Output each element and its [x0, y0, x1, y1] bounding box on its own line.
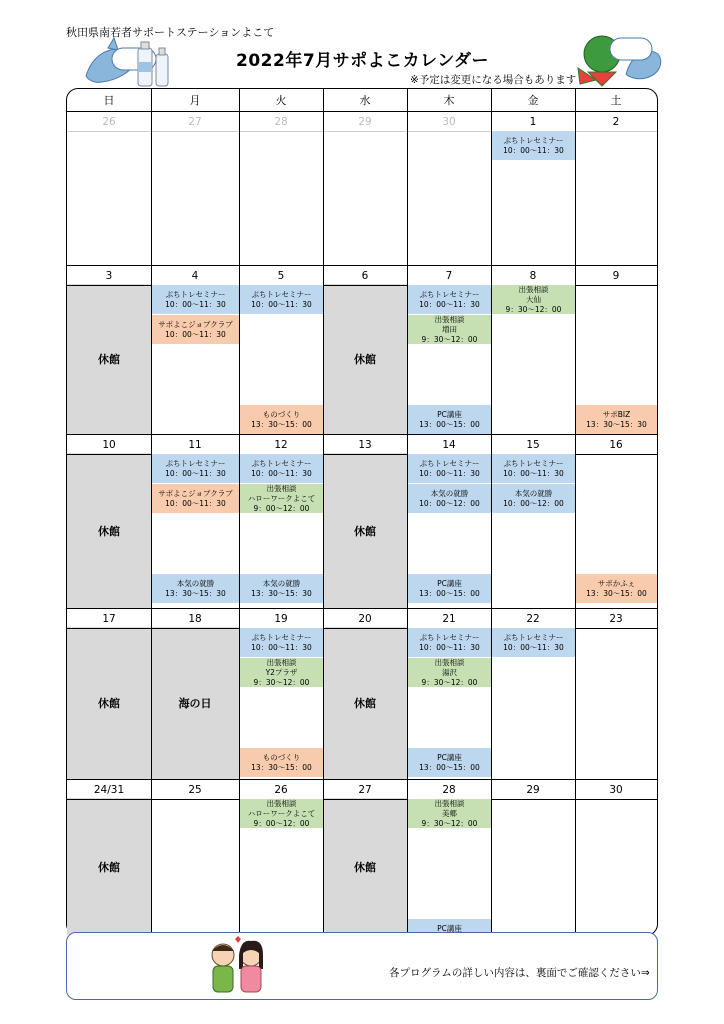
week-divider — [67, 434, 657, 435]
event-text: 出張相談 — [518, 284, 549, 294]
weekday-header: 金 — [527, 94, 539, 107]
event-text: 10：00～11：30 — [165, 299, 226, 309]
event-text: 美郷 — [442, 808, 457, 818]
day-number: 8 — [491, 265, 575, 286]
event-block[interactable] — [240, 658, 323, 687]
event-text: 13：00～15：00 — [419, 588, 480, 598]
day-number: 16 — [575, 434, 657, 455]
column-divider — [239, 89, 240, 935]
weekday-header: 木 — [443, 94, 455, 107]
closed-label: 休館 — [98, 860, 120, 874]
event-block[interactable] — [240, 574, 323, 603]
event-block[interactable] — [408, 574, 491, 603]
event-text: 13：00～15：00 — [419, 762, 480, 772]
event-block[interactable] — [152, 315, 239, 344]
column-divider — [151, 89, 152, 935]
event-text: 10：00～11：30 — [419, 642, 480, 652]
event-text: 湯沢 — [442, 667, 457, 677]
event-block[interactable] — [408, 405, 491, 434]
event-text: 本気の就勝 — [262, 578, 301, 588]
event-text: 大仙 — [526, 294, 541, 304]
closed-label: 休館 — [354, 697, 376, 710]
day-number: 21 — [407, 608, 491, 629]
event-block[interactable] — [408, 484, 491, 513]
column-divider — [575, 89, 576, 935]
event-text: 出張相談 — [434, 798, 465, 808]
calendar-grid — [66, 88, 658, 936]
event-text: 10：00～12：00 — [419, 498, 480, 508]
week-divider — [67, 779, 657, 780]
day-number: 7 — [407, 265, 491, 286]
event-text: ぷちトレセミナー — [251, 289, 312, 299]
day-number: 30 — [575, 779, 657, 800]
day-number: 5 — [239, 265, 323, 286]
day-number: 4 — [151, 265, 239, 286]
day-number: 14 — [407, 434, 491, 455]
event-text: ぷちトレセミナー — [419, 289, 480, 299]
event-text: 9：30～12：00 — [421, 818, 478, 828]
day-number: 9 — [575, 265, 657, 286]
event-text: PC講座 — [437, 409, 462, 419]
event-text: 本気の就勝 — [176, 578, 215, 588]
event-text: ものづくり — [262, 409, 301, 419]
event-text: 9：30～12：00 — [505, 304, 562, 314]
column-divider — [323, 89, 324, 935]
day-number: 1 — [491, 111, 575, 132]
day-number: 10 — [67, 434, 151, 455]
water-bottle-icon — [134, 38, 174, 88]
day-number: 3 — [67, 265, 151, 286]
event-block[interactable] — [240, 405, 323, 434]
event-text: サポよこジョブクラブ — [158, 488, 233, 498]
event-block[interactable] — [492, 628, 575, 657]
event-text: 出張相談 — [266, 657, 297, 667]
event-text: 本気の就勝 — [430, 488, 469, 498]
event-text: ものづくり — [262, 752, 301, 762]
closed-label: 休館 — [354, 353, 376, 366]
event-text: 10：00～11：30 — [165, 468, 226, 478]
event-text: 出張相談 — [266, 798, 297, 808]
event-block[interactable] — [152, 285, 239, 314]
event-block[interactable] — [240, 285, 323, 314]
day-number: 24/31 — [67, 779, 151, 800]
day-number: 15 — [491, 434, 575, 455]
day-number: 19 — [239, 608, 323, 629]
schedule-note: ※予定は変更になる場合もあります — [410, 74, 577, 86]
event-block[interactable] — [408, 285, 491, 314]
event-text: 9：00～12：00 — [253, 503, 310, 513]
event-block[interactable] — [240, 454, 323, 483]
event-text: 13：30～15：00 — [586, 588, 647, 598]
event-block[interactable] — [408, 748, 491, 777]
event-block[interactable] — [240, 484, 323, 513]
day-number: 6 — [323, 265, 407, 286]
event-text: 10：00～12：00 — [503, 498, 564, 508]
weekday-header: 月 — [189, 94, 201, 107]
event-text: 9：30～12：00 — [253, 677, 310, 687]
event-text: 10：00～11：30 — [251, 642, 312, 652]
weekday-header: 火 — [275, 94, 287, 107]
closed-label: 休館 — [98, 353, 120, 366]
event-text: 10：00～11：30 — [503, 468, 564, 478]
event-text: 13：30～15：30 — [251, 588, 312, 598]
event-text: ぷちトレセミナー — [251, 632, 312, 642]
event-text: PC講座 — [437, 923, 462, 933]
event-block[interactable] — [492, 454, 575, 483]
event-text: ぷちトレセミナー — [165, 289, 226, 299]
event-text: ぷちトレセミナー — [251, 458, 312, 468]
event-text: 10：00～11：30 — [419, 468, 480, 478]
day-number: 25 — [151, 779, 239, 800]
day-number: 11 — [151, 434, 239, 455]
event-text: 9：30～12：00 — [421, 334, 478, 344]
event-block[interactable] — [408, 799, 491, 828]
organization-name: 秋田県南若者サポートステーションよこて — [66, 26, 275, 39]
event-block[interactable] — [408, 658, 491, 687]
week-divider — [67, 265, 657, 266]
event-block[interactable] — [492, 484, 575, 513]
event-text: ぷちトレセミナー — [165, 458, 226, 468]
event-text: 出張相談 — [434, 657, 465, 667]
event-text: ハローワークよこて — [247, 493, 316, 503]
event-block[interactable] — [492, 285, 575, 314]
day-number: 27 — [323, 779, 407, 800]
event-text: 13：30～15：30 — [586, 419, 647, 429]
event-text: 10：00～11：30 — [165, 498, 226, 508]
event-text: 10：00～11：30 — [251, 468, 312, 478]
event-block[interactable] — [240, 748, 323, 777]
event-block[interactable] — [152, 484, 239, 513]
event-text: ぷちトレセミナー — [503, 632, 564, 642]
day-number: 29 — [491, 779, 575, 800]
event-text: ぷちトレセミナー — [419, 632, 480, 642]
event-text: ぷちトレセミナー — [503, 458, 564, 468]
day-number: 17 — [67, 608, 151, 629]
day-number: 22 — [491, 608, 575, 629]
event-text: PC講座 — [437, 578, 462, 588]
event-text: サポかふぇ — [597, 578, 636, 588]
event-text: 10：00～11：30 — [251, 299, 312, 309]
event-text: 出張相談 — [434, 314, 465, 324]
event-text: ぷちトレセミナー — [419, 458, 480, 468]
week-divider — [67, 608, 657, 609]
event-text: ハローワークよこて — [247, 808, 316, 818]
event-text: Y2プラザ — [265, 667, 298, 677]
event-block[interactable] — [492, 131, 575, 160]
event-text: 10：00～11：30 — [165, 329, 226, 339]
closed-label: 休館 — [354, 524, 376, 538]
calendar-title: 2022年7月サポよこカレンダー — [236, 51, 490, 71]
day-number: 12 — [239, 434, 323, 455]
event-text: サポBIZ — [602, 409, 631, 419]
day-number: 13 — [323, 434, 407, 455]
event-text: 本気の就勝 — [514, 488, 553, 498]
column-divider — [407, 89, 408, 935]
event-text: 13：30～15：30 — [165, 588, 226, 598]
day-number: 27 — [151, 111, 239, 132]
couple-icon — [205, 935, 271, 997]
event-block[interactable] — [408, 315, 491, 344]
day-number: 20 — [323, 608, 407, 629]
event-block[interactable] — [408, 454, 491, 483]
day-number: 26 — [67, 111, 151, 132]
day-number: 30 — [407, 111, 491, 132]
event-text: PC講座 — [437, 752, 462, 762]
event-text: サポよこジョブクラブ — [158, 319, 233, 329]
holiday-label: 海の日 — [178, 697, 212, 710]
day-number: 18 — [151, 608, 239, 629]
footer-box — [66, 932, 658, 1000]
day-number: 2 — [575, 111, 657, 132]
event-block[interactable] — [240, 799, 323, 828]
footer-note: 各プログラムの詳しい内容は、裏面でご確認ください⇒ — [389, 967, 650, 979]
event-block[interactable] — [576, 574, 657, 603]
event-text: 増田 — [442, 324, 457, 334]
event-text: 9：00～12：00 — [253, 818, 310, 828]
weekday-header: 土 — [610, 94, 622, 107]
event-block[interactable] — [408, 628, 491, 657]
day-number: 28 — [407, 779, 491, 800]
event-block[interactable] — [152, 574, 239, 603]
closed-label: 休館 — [354, 860, 376, 874]
event-text: ぷちトレセミナー — [503, 135, 564, 145]
event-text: 13：30～15：00 — [251, 419, 312, 429]
weekday-header: 日 — [103, 94, 115, 107]
closed-label: 休館 — [98, 697, 120, 710]
event-text: 13：30～15：00 — [251, 762, 312, 772]
closed-label: 休館 — [98, 524, 120, 538]
day-number: 29 — [323, 111, 407, 132]
day-number: 23 — [575, 608, 657, 629]
event-block[interactable] — [152, 454, 239, 483]
event-text: 9：30～12：00 — [421, 677, 478, 687]
event-text: 13：00～15：00 — [419, 419, 480, 429]
watermelon-icon — [574, 32, 664, 88]
day-number: 26 — [239, 779, 323, 800]
weekday-header: 水 — [359, 94, 371, 107]
day-number: 28 — [239, 111, 323, 132]
event-text: 10：00～11：30 — [503, 145, 564, 155]
column-divider — [491, 89, 492, 935]
event-text: 10：00～11：30 — [419, 299, 480, 309]
event-text: 10：00～11：30 — [503, 642, 564, 652]
event-block[interactable] — [240, 628, 323, 657]
event-block[interactable] — [576, 405, 657, 434]
event-text: 出張相談 — [266, 483, 297, 493]
